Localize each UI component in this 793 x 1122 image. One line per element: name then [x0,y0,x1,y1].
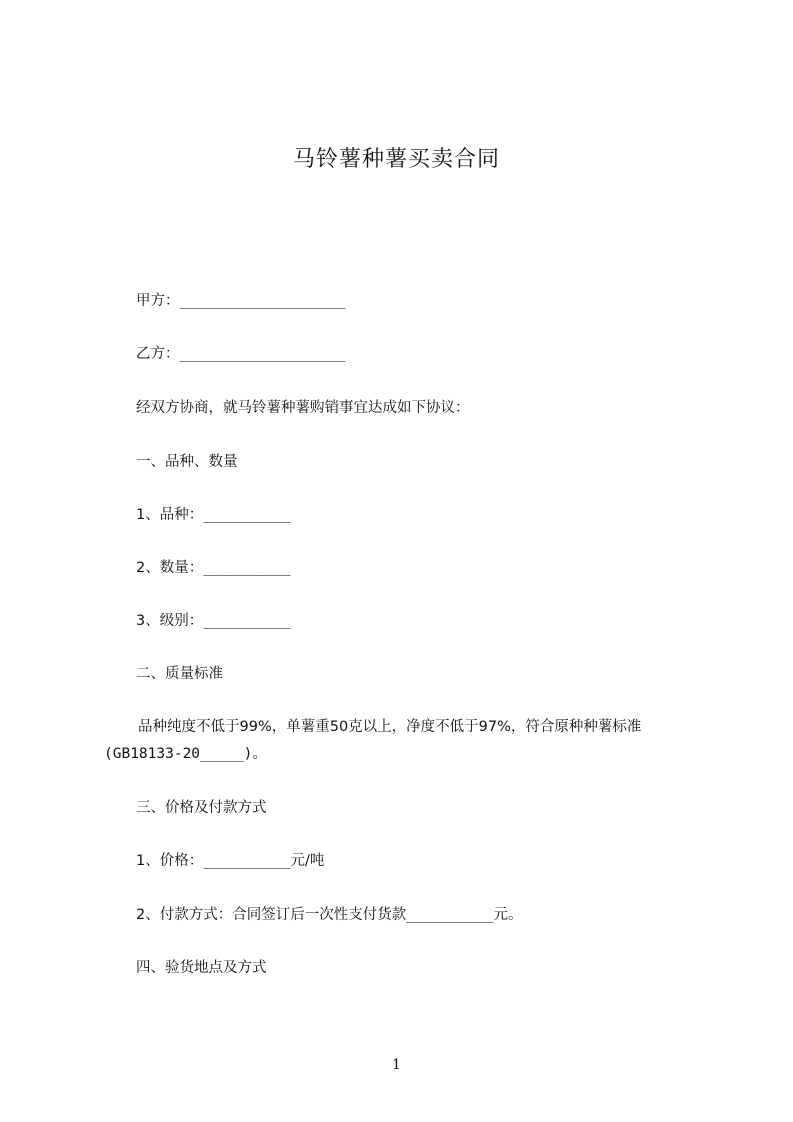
section-4-heading: 四、验货地点及方式 [136,960,267,976]
grade-line [136,611,291,631]
page-number: 1 [392,1057,401,1073]
quality-text-line-1: 品种纯度不低于99%，单薯重50克以上，净度不低于97%，符合原种种薯标准 [138,719,642,735]
variety-label: 1、品种： [136,507,204,523]
quantity-blank: __________ [203,560,291,576]
payment-blank: __________ [406,907,494,923]
price-label: 1、价格： [136,853,204,869]
section-2-heading: 二、质量标准 [136,666,223,682]
party-a-blank: ___________________ [179,293,346,309]
price-line [136,851,324,871]
quantity-label: 2、数量： [136,560,204,576]
grade-label: 3、级别： [136,613,204,629]
party-b-label: 乙方： [136,346,180,362]
payment-line [136,905,523,925]
quality-paragraph [104,714,704,768]
quantity-line [136,558,291,578]
payment-label: 2、付款方式：合同签订后一次性支付货款 [136,907,407,923]
party-b-line [136,344,345,364]
grade-blank: __________ [203,613,291,629]
section-1-heading: 一、品种、数量 [136,454,238,470]
party-b-blank: ___________________ [179,346,346,362]
payment-unit: 元。 [493,907,523,923]
variety-blank: __________ [203,507,291,523]
intro-text: 经双方协商，就马铃薯种薯购销事宜达成如下协议： [136,400,470,416]
party-a-label: 甲方： [136,293,180,309]
price-blank: __________ [203,853,291,869]
quality-text-line-2: (GB18133-20_____)。 [104,746,267,762]
price-unit: 元/吨 [290,853,325,869]
variety-line [136,505,291,525]
section-3-heading: 三、价格及付款方式 [136,800,267,816]
party-a-line [136,291,345,311]
document-title: 马铃薯种薯买卖合同 [292,147,500,172]
